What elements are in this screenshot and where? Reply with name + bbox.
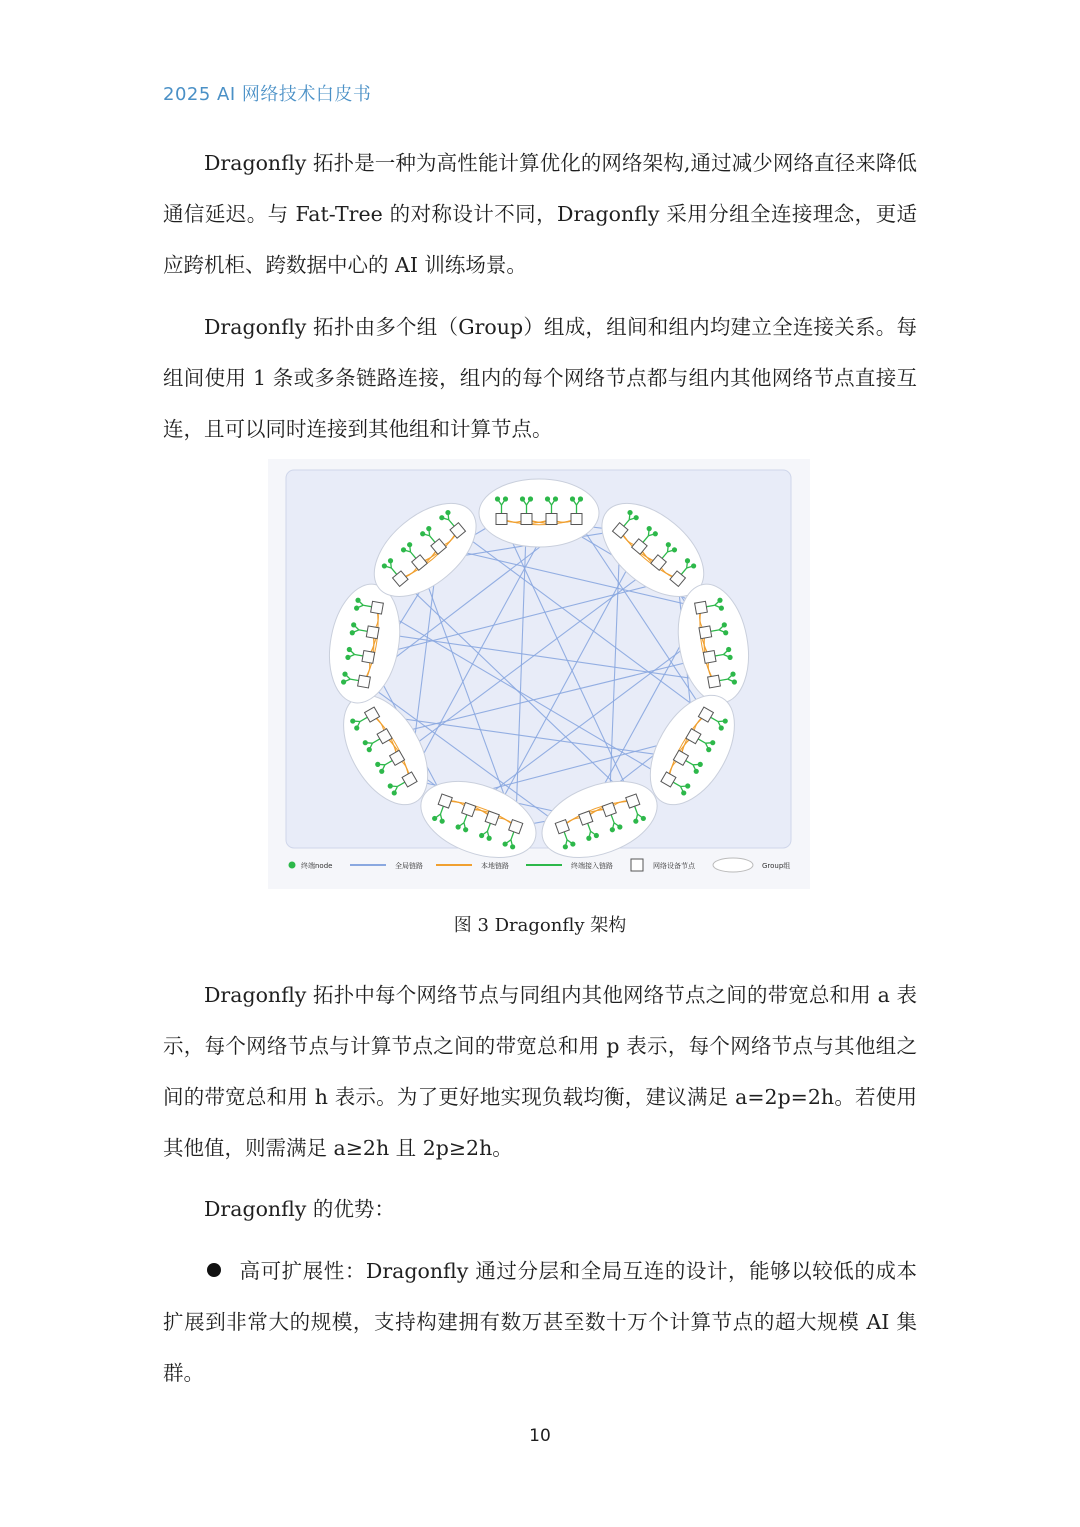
terminal-node xyxy=(347,647,352,652)
network-device-node xyxy=(371,601,384,614)
terminal-node xyxy=(685,558,690,563)
terminal-node xyxy=(710,740,715,745)
terminal-node xyxy=(503,841,508,846)
terminal-node xyxy=(432,816,437,821)
page-number: 10 xyxy=(529,1426,551,1446)
legend-terminal-access-link-label: 终端接入链路 xyxy=(571,862,613,870)
paragraph-dragonfly-intro: Dragonfly 拓扑是一种为高性能计算优化的网络架构,通过减少网络直径来降低通信延迟。与 Fat-Tree 的对称设计不同，Dragonfly 采用分组全连接理念，更适应跨机柜、跨数据中心的 AI 训练场景。 xyxy=(163,151,917,277)
terminal-node xyxy=(627,510,632,515)
terminal-node xyxy=(647,526,652,531)
terminal-node xyxy=(375,762,380,767)
terminal-node xyxy=(722,622,727,627)
network-device-node xyxy=(521,514,532,525)
terminal-node xyxy=(732,679,737,684)
figure-caption: 图 3 Dragonfly 架构 xyxy=(453,915,627,936)
network-device-node xyxy=(571,514,582,525)
terminal-node xyxy=(456,824,461,829)
bullet-scalability xyxy=(163,1246,917,1399)
terminal-node xyxy=(694,769,699,774)
terminal-node xyxy=(345,655,350,660)
terminal-node xyxy=(563,844,568,849)
terminal-node xyxy=(463,827,468,832)
terminal-node xyxy=(672,547,677,552)
terminal-node xyxy=(617,824,622,829)
network-device-node xyxy=(496,514,507,525)
terminal-node xyxy=(367,747,372,752)
terminal-node xyxy=(487,836,492,841)
terminal-node xyxy=(388,558,393,563)
terminal-node xyxy=(440,819,445,824)
legend-group-label: Group组 xyxy=(762,862,791,870)
terminal-node xyxy=(439,515,444,520)
network-device-node xyxy=(699,626,712,639)
terminal-node xyxy=(653,531,658,536)
dragonfly-diagram xyxy=(268,459,810,889)
paragraph-advantages-heading: Dragonfly 的优势： xyxy=(204,1197,395,1221)
terminal-node xyxy=(586,836,591,841)
terminal-node xyxy=(520,496,525,501)
terminal-node xyxy=(350,630,355,635)
terminal-node xyxy=(510,844,515,849)
terminal-node xyxy=(717,598,722,603)
terminal-node xyxy=(341,679,346,684)
terminal-node xyxy=(706,747,711,752)
terminal-node xyxy=(578,496,583,501)
legend-local-link-label: 本地链路 xyxy=(481,862,509,870)
terminal-node xyxy=(723,630,728,635)
terminal-node xyxy=(727,655,732,660)
terminal-node xyxy=(545,496,550,501)
terminal-node xyxy=(355,598,360,603)
terminal-node xyxy=(633,819,638,824)
network-device-node xyxy=(358,675,371,688)
terminal-node xyxy=(382,563,387,568)
terminal-node xyxy=(698,762,703,767)
legend-network-device-node-label: 网络设备节点 xyxy=(653,862,695,870)
bullet-dot-icon xyxy=(207,1263,221,1277)
terminal-node xyxy=(445,510,450,515)
terminal-node xyxy=(479,833,484,838)
terminal-node xyxy=(379,769,384,774)
terminal-node xyxy=(401,547,406,552)
terminal-node xyxy=(503,496,508,501)
terminal-node xyxy=(354,606,359,611)
network-device-node xyxy=(703,651,716,664)
terminal-node xyxy=(553,496,558,501)
paragraph-bandwidth: Dragonfly 拓扑中每个网络节点与同组内其他网络节点之间的带宽总和用 a 表示，每个网络节点与计算节点之间的带宽总和用 p 表示，每个网络节点与其他组之间的带宽总和用 h 表示。为了更好地实现负载均衡，建议满足 a=2p=2h。若使用其他值，则需满足 a≥2h 且 2p≥2h。 xyxy=(163,983,917,1160)
terminal-node xyxy=(388,783,393,788)
legend-terminal-node-label: 终端node xyxy=(301,862,333,870)
terminal-node xyxy=(726,647,731,652)
network-device-node xyxy=(362,651,375,664)
legend-network-device-node-swatch xyxy=(631,859,643,871)
terminal-node xyxy=(350,718,355,723)
terminal-node xyxy=(685,783,690,788)
terminal-node xyxy=(610,827,615,832)
network-device-node xyxy=(695,601,708,614)
terminal-node xyxy=(634,515,639,520)
bullet-scalability-text: 高可扩展性：Dragonfly 通过分层和全局互连的设计，能够以较低的成本扩展到非常大的规模，支持构建拥有数万甚至数十万个计算节点的超大规模 AI 集群。 xyxy=(163,1259,917,1385)
terminal-node xyxy=(392,790,397,795)
terminal-node xyxy=(528,496,533,501)
terminal-node xyxy=(570,496,575,501)
terminal-node xyxy=(342,672,347,677)
legend-terminal-node-swatch xyxy=(289,862,296,869)
legend xyxy=(289,858,791,872)
terminal-node xyxy=(594,833,599,838)
terminal-node xyxy=(730,672,735,677)
terminal-node xyxy=(495,496,500,501)
terminal-node xyxy=(666,542,671,547)
terminal-node xyxy=(420,531,425,536)
terminal-node xyxy=(351,622,356,627)
terminal-node xyxy=(363,740,368,745)
network-device-node xyxy=(366,626,379,639)
terminal-node xyxy=(407,542,412,547)
terminal-node xyxy=(691,563,696,568)
running-header: 2025 AI 网络技术白皮书 xyxy=(163,84,372,105)
terminal-node xyxy=(719,725,724,730)
terminal-node xyxy=(354,725,359,730)
paragraph-dragonfly-groups: Dragonfly 拓扑由多个组（Group）组成，组间和组内均建立全连接关系。每组间使用 1 条或多条链路连接，组内的每个网络节点都与组内其他网络节点直接互连，且可以同时连接到其他组和计算节点。 xyxy=(163,315,917,441)
legend-global-link-label: 全局链路 xyxy=(395,862,423,870)
legend-group-swatch xyxy=(713,858,753,872)
terminal-node xyxy=(723,718,728,723)
terminal-node xyxy=(426,526,431,531)
terminal-node xyxy=(719,606,724,611)
terminal-node xyxy=(681,790,686,795)
terminal-node xyxy=(641,816,646,821)
dragonfly-figure xyxy=(268,459,810,889)
network-device-node xyxy=(708,675,721,688)
network-device-node xyxy=(546,514,557,525)
terminal-node xyxy=(570,841,575,846)
